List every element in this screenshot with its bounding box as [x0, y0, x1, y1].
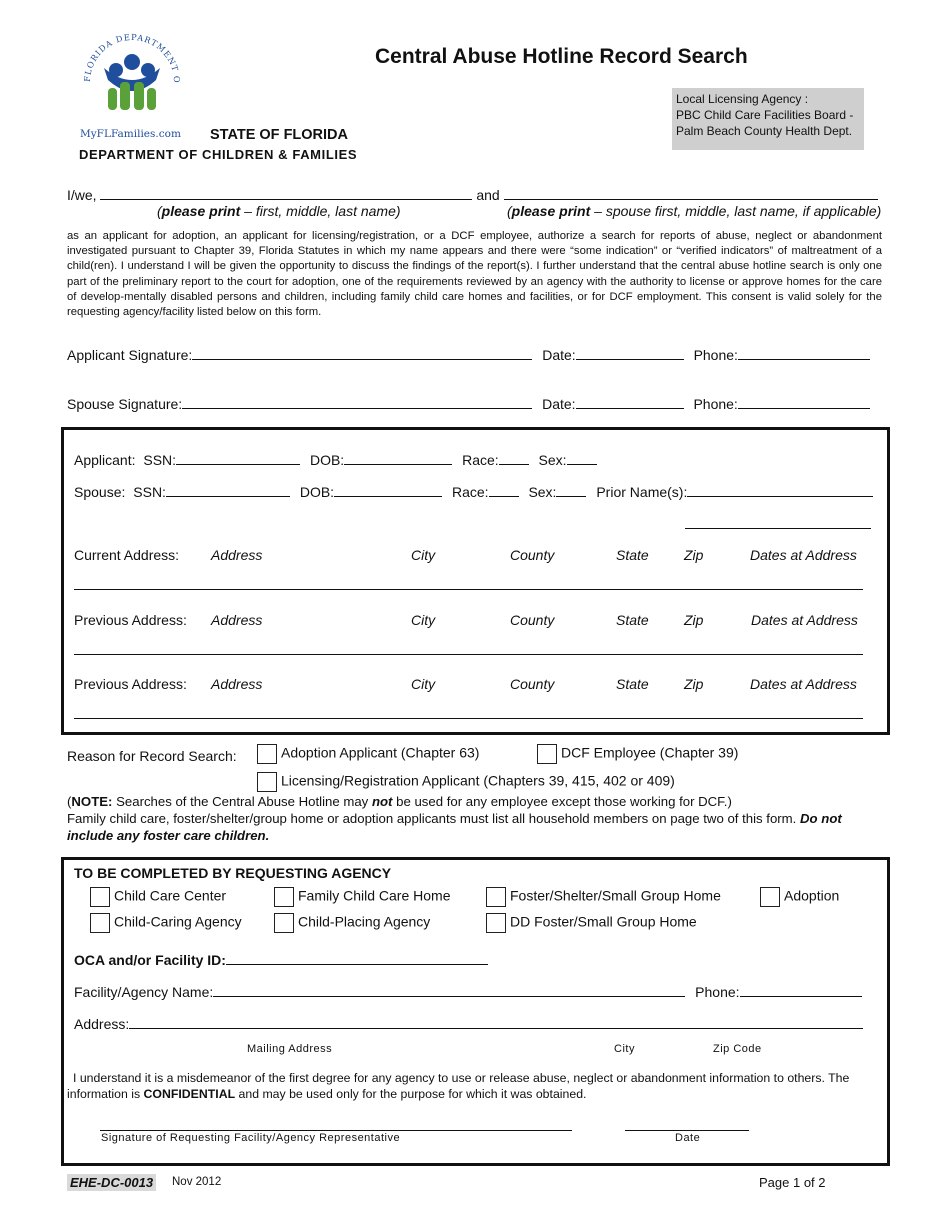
note-not: not [371, 794, 393, 809]
agency-line-1: Local Licensing Agency : [676, 92, 809, 106]
note-text-2: be used for any employee except those working for DCF.) [392, 794, 732, 809]
reason-dcf-option[interactable] [537, 744, 738, 764]
spouse-phone-field[interactable] [738, 395, 870, 409]
spouse-signature-label: Spouse Signature: [67, 396, 183, 412]
agency-logo [76, 22, 188, 142]
department-name: DEPARTMENT OF CHILDREN & FAMILIES [79, 147, 358, 162]
spouse-signature-row [67, 395, 870, 412]
facility-row [74, 983, 862, 1000]
please-print-2: please print [511, 203, 591, 219]
spouse-ssn-label: SSN: [133, 484, 166, 500]
applicant-sex-field[interactable] [567, 451, 597, 465]
child-care-center-checkbox[interactable] [90, 887, 110, 907]
prior-names-field[interactable] [687, 483, 873, 497]
type-child-placing-agency[interactable] [274, 913, 430, 933]
spouse-dob-field[interactable] [334, 483, 442, 497]
child-caring-agency-label: Child-Caring Agency [114, 913, 242, 930]
applicant-race-label: Race: [462, 452, 499, 468]
licensing-applicant-label: Licensing/Registration Applicant (Chapters 39, 415, 402 or 409) [281, 772, 675, 789]
address-row-label: Current Address: [74, 547, 180, 563]
applicant-date-field[interactable] [576, 346, 684, 360]
col-dates: Dates at Address [751, 612, 858, 628]
type-child-caring-agency[interactable] [90, 913, 242, 933]
col-county: County [510, 547, 555, 563]
representative-signature-line[interactable] [100, 1130, 572, 1131]
spouse-date-field[interactable] [576, 395, 684, 409]
applicant-signature-label: Applicant Signature: [67, 347, 193, 363]
facility-name-field[interactable] [213, 983, 685, 997]
page-number: Page 1 of 2 [759, 1175, 826, 1190]
current-address-line[interactable] [74, 589, 863, 590]
type-adoption[interactable] [760, 887, 839, 907]
caption-2-rest: – spouse first, middle, last name, if applicable) [590, 203, 882, 219]
facility-phone-field[interactable] [740, 983, 862, 997]
spouse-sex-field[interactable] [556, 483, 586, 497]
agency-line-2: PBC Child Care Facilities Board - [676, 108, 854, 122]
applicant-signature-row [67, 346, 870, 363]
col-address: Address [211, 676, 263, 692]
spouse-race-label: Race: [451, 484, 489, 500]
name-caption-spouse: (please print – spouse first, middle, last name, if applicable) [507, 203, 882, 219]
address-row-current [74, 547, 874, 567]
child-caring-agency-checkbox[interactable] [90, 913, 110, 933]
please-print-1: please print [161, 203, 241, 219]
spouse-ssn-field[interactable] [166, 483, 290, 497]
foster-shelter-checkbox[interactable] [486, 887, 506, 907]
previous-address-2-line[interactable] [74, 718, 863, 719]
oca-row [74, 951, 488, 968]
applicant-name-field[interactable] [100, 186, 472, 200]
note-text-1: Searches of the Central Abuse Hotline may [112, 794, 372, 809]
spouse-sex-label: Sex: [528, 484, 557, 500]
col-city: City [411, 676, 436, 692]
consent-paragraph: as an applicant for adoption, an applicant for licensing/registration, or a DCF employee, authorize a search for reports of abuse, neglect or abandonment investigated pursuant to Chapter 39, Florida Statutes in which my name appears and there were “some indication” or “verified indicators” of maltreatment of a child(ren). I understand I will be given the opportunity to discuss the findings of the report(s). I further understand that the central abuse hotline search is only one part of the preliminary report to the court for adoption, one of the requirements reviewed by an agency with the authority to license or approve homes for the care of develop-mentally disabled persons and children, including family child care homes and facilities, or for DCF employment. This consent is valid solely for the requesting agency/facility listed below on this form. [67, 230, 882, 319]
dd-foster-checkbox[interactable] [486, 913, 506, 933]
reason-adoption-option[interactable] [257, 744, 479, 764]
city-caption: City [614, 1043, 635, 1055]
address-row-previous-1 [74, 612, 874, 632]
confidential-label: CONFIDENTIAL [143, 1087, 236, 1101]
state-name: STATE OF FLORIDA [210, 127, 349, 143]
representative-signature-caption: Signature of Requesting Facility/Agency Representative [101, 1132, 401, 1144]
applicant-race-field[interactable] [499, 451, 529, 465]
oca-label: OCA and/or Facility ID: [74, 952, 226, 968]
col-dates: Dates at Address [750, 547, 857, 563]
misdemeanor-statement [67, 1070, 872, 1102]
spouse-signature-field[interactable] [182, 395, 532, 409]
child-care-center-label: Child Care Center [114, 887, 227, 904]
agency-line-3: Palm Beach County Health Dept. [676, 124, 853, 138]
facility-address-label: Address: [74, 1016, 130, 1032]
representative-date-caption: Date [675, 1132, 701, 1144]
dd-foster-label: DD Foster/Small Group Home [510, 913, 697, 930]
spouse-name-field[interactable] [504, 186, 878, 200]
prior-names-label: Prior Name(s): [596, 484, 688, 500]
type-child-care-center[interactable] [90, 887, 226, 907]
col-state: State [616, 547, 649, 563]
caption-1-rest: – first, middle, last name) [240, 203, 401, 219]
spouse-info-row [74, 483, 873, 500]
svg-text:FLORIDA DEPARTMENT OF CHILDREN [76, 22, 182, 84]
spouse-dob-label: DOB: [299, 484, 335, 500]
household-note [67, 810, 872, 844]
adoption-applicant-checkbox[interactable] [257, 744, 277, 764]
col-city: City [411, 547, 436, 563]
spouse-race-field[interactable] [489, 483, 519, 497]
applicant-dob-label: DOB: [309, 452, 345, 468]
page-title: Central Abuse Hotline Record Search [375, 45, 748, 68]
local-agency-box [672, 88, 864, 150]
form-date: Nov 2012 [172, 1176, 222, 1188]
zip-code-caption: Zip Code [713, 1043, 762, 1055]
note-line: (NOTE: Searches of the Central Abuse Hotline may not be used for any employee except those working for DCF.) [67, 794, 732, 809]
address-row-label: Previous Address: [74, 676, 187, 692]
adoption-label: Adoption [784, 887, 840, 904]
family-child-care-home-label: Family Child Care Home [298, 887, 451, 904]
facility-phone-label: Phone: [695, 984, 740, 1000]
applicant-phone-label: Phone: [693, 347, 738, 363]
adoption-checkbox[interactable] [760, 887, 780, 907]
facility-name-label: Facility/Agency Name: [74, 984, 214, 1000]
dcf-employee-checkbox[interactable] [537, 744, 557, 764]
applicant-sex-label: Sex: [538, 452, 567, 468]
type-dd-foster[interactable] [486, 913, 697, 933]
applicant-phone-field[interactable] [738, 346, 870, 360]
form-number: EHE-DC-0013 [67, 1174, 156, 1191]
col-address: Address [211, 612, 263, 628]
type-foster-shelter[interactable] [486, 887, 721, 907]
foster-shelter-label: Foster/Shelter/Small Group Home [510, 887, 721, 904]
spouse-date-label: Date: [542, 396, 576, 412]
col-state: State [616, 676, 649, 692]
facility-address-field[interactable] [129, 1015, 863, 1029]
col-state: State [616, 612, 649, 628]
family-logo-icon [76, 22, 188, 142]
iwe-label: I/we, [67, 187, 97, 203]
oca-field[interactable] [226, 951, 488, 965]
applicant-info-row [74, 451, 597, 468]
note-label: NOTE: [71, 794, 113, 809]
previous-address-1-line[interactable] [74, 654, 863, 655]
household-text: Family child care, foster/shelter/group home or adoption applicants must list all household members on page two of this form. [67, 811, 797, 826]
applicant-signature-field[interactable] [192, 346, 532, 360]
dcf-employee-label: DCF Employee (Chapter 39) [561, 744, 739, 761]
logo-arc-text: FLORIDA DEPARTMENT O [81, 31, 183, 84]
mailing-address-caption: Mailing Address [247, 1043, 333, 1055]
col-city: City [411, 612, 436, 628]
address-row-previous-2 [74, 676, 874, 696]
col-county: County [510, 612, 555, 628]
logo-url: MyFLFamilies.com [80, 128, 181, 140]
applicant-ssn-field[interactable] [176, 451, 300, 465]
child-placing-agency-label: Child-Placing Agency [298, 913, 431, 930]
type-family-child-care-home[interactable] [274, 887, 450, 907]
reason-label: Reason for Record Search: [67, 748, 237, 764]
misdemeanor-text-1: I understand it is a misdemeanor of the first degree for any agency to use or release abuse, neglect or abandonment information to others. The information is [67, 1071, 850, 1101]
applicant-dob-field[interactable] [344, 451, 452, 465]
facility-address-row [74, 1015, 863, 1032]
col-dates: Dates at Address [750, 676, 857, 692]
col-zip: Zip [684, 612, 704, 628]
household-bold: Do not include any foster care children. [67, 811, 842, 843]
applicant-ssn-label: SSN: [143, 452, 177, 468]
col-county: County [510, 676, 555, 692]
name-caption-applicant: (please print – first, middle, last name) [157, 203, 401, 219]
applicant-date-label: Date: [542, 347, 576, 363]
spouse-phone-label: Phone: [693, 396, 738, 412]
reason-licensing-option[interactable] [257, 772, 675, 792]
col-zip: Zip [684, 676, 704, 692]
and-label: and [476, 187, 500, 203]
spouse-label: Spouse: [74, 484, 126, 500]
col-address: Address [211, 547, 263, 563]
child-placing-agency-checkbox[interactable] [274, 913, 294, 933]
licensing-applicant-checkbox[interactable] [257, 772, 277, 792]
representative-date-line[interactable] [625, 1130, 749, 1131]
consent-name-line [67, 186, 878, 203]
col-zip: Zip [684, 547, 704, 563]
misdemeanor-text-2: and may be used only for the purpose for which it was obtained. [235, 1087, 587, 1101]
address-row-label: Previous Address: [74, 612, 187, 628]
family-child-care-home-checkbox[interactable] [274, 887, 294, 907]
prior-names-extra-line[interactable] [685, 528, 871, 529]
agency-section-heading: TO BE COMPLETED BY REQUESTING AGENCY [74, 865, 392, 881]
applicant-label: Applicant: [74, 452, 136, 468]
adoption-applicant-label: Adoption Applicant (Chapter 63) [281, 744, 480, 761]
